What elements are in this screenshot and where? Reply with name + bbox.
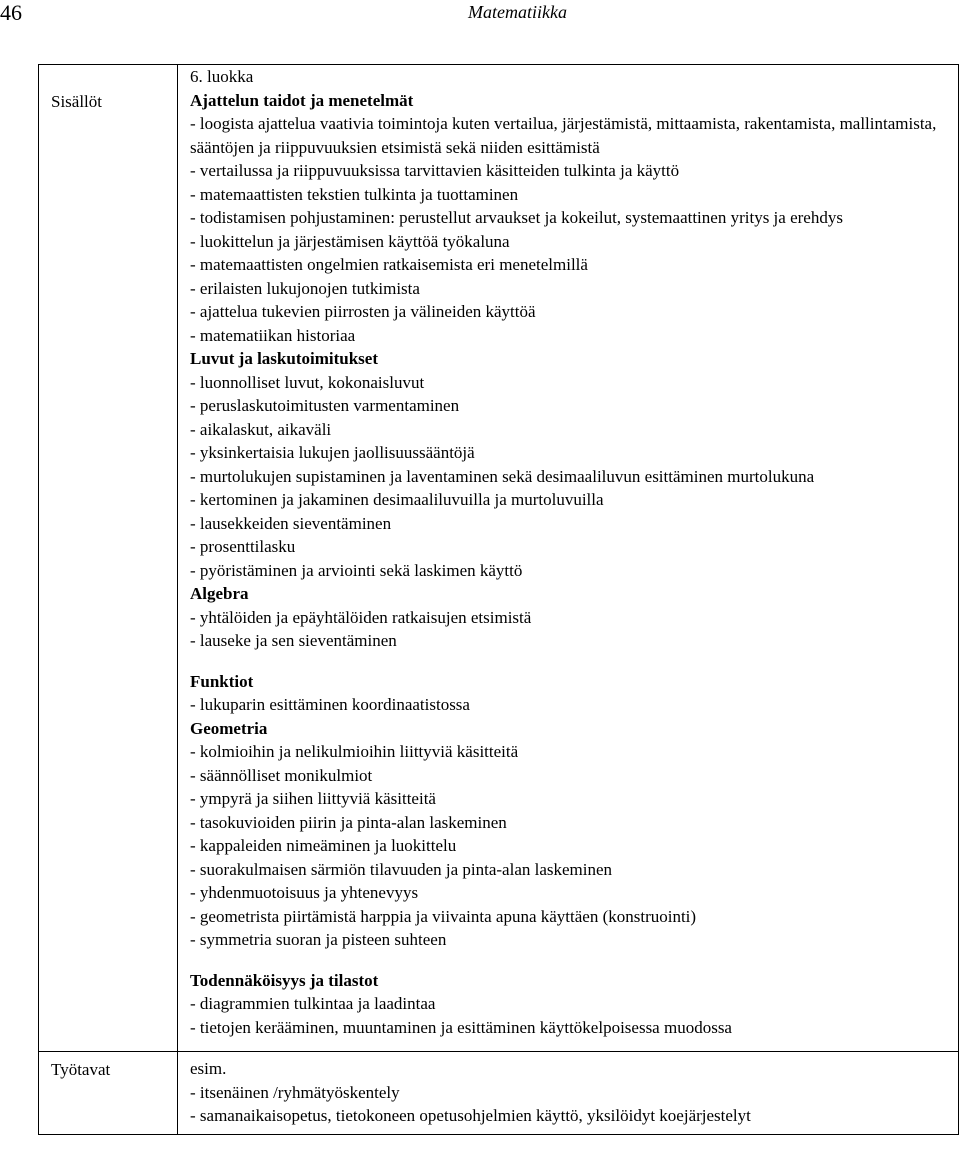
contents-row: [39, 65, 959, 1052]
section-heading: Funktiot: [190, 671, 254, 691]
curriculum-table: [38, 64, 959, 1135]
spacer: [190, 653, 956, 670]
list-item: - geometrista piirtämistä harppia ja viivainta apuna käyttäen (konstruointi): [190, 906, 697, 926]
list-item: - samanaikaisopetus, tietokoneen opetusohjelmien käyttö, yksilöidyt koejärjestelyt: [190, 1106, 751, 1125]
list-item: - itsenäinen /ryhmätyöskentely: [190, 1082, 400, 1102]
list-item: - murtolukujen supistaminen ja laventaminen sekä desimaaliluvun esittäminen murtolukuna: [190, 466, 815, 486]
list-item: - yksinkertaisia lukujen jaollisuussääntöjä: [190, 443, 475, 462]
list-item: - säännölliset monikulmiot: [190, 765, 373, 785]
section-heading: Todennäköisyys ja tilastot: [190, 970, 379, 990]
list-item: - matemaattisten ongelmien ratkaisemista eri menetelmillä: [190, 255, 588, 274]
section-heading: Geometria: [190, 718, 268, 738]
list-item: - matematiikan historiaa: [190, 325, 356, 345]
list-item: - aikalaskut, aikaväli: [190, 419, 332, 439]
work-methods-label: Työtavat: [39, 1052, 178, 1135]
list-item: - lukuparin esittäminen koordinaatistossa: [190, 695, 470, 714]
list-item: esim.: [190, 1059, 227, 1078]
section-heading: Algebra: [190, 584, 249, 603]
list-item: - kertominen ja jakaminen desimaaliluvuilla ja murtoluvuilla: [190, 490, 604, 509]
list-item: - vertailussa ja riippuvuuksissa tarvittavien käsitteiden tulkinta ja käyttö: [190, 161, 680, 180]
list-item: - diagrammien tulkintaa ja laadintaa: [190, 994, 436, 1013]
work-methods-row: [39, 1052, 959, 1135]
list-item: - yhtälöiden ja epäyhtälöiden ratkaisujen etsimistä: [190, 607, 532, 627]
list-item: - ajattelua tukevien piirrosten ja välineiden käyttöä: [190, 302, 536, 321]
list-item: - tietojen kerääminen, muuntaminen ja esittäminen käyttökelpoisessa muodossa: [190, 1017, 732, 1037]
spacer: [190, 952, 956, 969]
contents-body: [178, 65, 959, 1052]
list-item: - luokittelun ja järjestämisen käyttöä työkaluna: [190, 231, 510, 251]
list-item: - peruslaskutoimitusten varmentaminen: [190, 396, 460, 415]
spacer: [190, 1039, 956, 1051]
page-number: 46: [0, 0, 22, 25]
list-item: - lauseke ja sen sieventäminen: [190, 631, 397, 650]
contents-label: Sisällöt: [39, 65, 178, 1052]
list-item: - ympyrä ja siihen liittyviä käsitteitä: [190, 789, 436, 808]
list-item: - prosenttilasku: [190, 537, 296, 556]
grade-label: 6. luokka: [190, 67, 254, 86]
list-item: - lausekkeiden sieventäminen: [190, 513, 392, 533]
list-item: - matemaattisten tekstien tulkinta ja tuottaminen: [190, 184, 519, 204]
list-item: - loogista ajattelua vaativia toimintoja kuten vertailua, järjestämistä, mittaamista, rakentamista, mallintamista, sääntöjen ja riippuvuuksien etsimistä sekä niiden esittämistä: [190, 114, 937, 157]
list-item: - tasokuvioiden piirin ja pinta-alan laskeminen: [190, 812, 507, 832]
list-item: - symmetria suoran ja pisteen suhteen: [190, 930, 447, 949]
running-title: Matematiikka: [468, 2, 567, 22]
list-item: - yhdenmuotoisuus ja yhtenevyys: [190, 883, 419, 902]
list-item: - luonnolliset luvut, kokonaisluvut: [190, 372, 425, 392]
list-item: - todistamisen pohjustaminen: perustellut arvaukset ja kokeilut, systemaattinen yritys ja erehdys: [190, 208, 843, 227]
list-item: - pyöristäminen ja arviointi sekä laskimen käyttö: [190, 560, 523, 580]
list-item: - suorakulmaisen särmiön tilavuuden ja pinta-alan laskeminen: [190, 859, 613, 879]
list-item: - erilaisten lukujonojen tutkimista: [190, 278, 420, 298]
list-item: - kolmioihin ja nelikulmioihin liittyviä käsitteitä: [190, 742, 519, 761]
list-item: - kappaleiden nimeäminen ja luokittelu: [190, 836, 457, 855]
section-heading: Ajattelun taidot ja menetelmät: [190, 90, 414, 110]
section-heading: Luvut ja laskutoimitukset: [190, 349, 378, 368]
work-methods-body: [178, 1052, 959, 1135]
